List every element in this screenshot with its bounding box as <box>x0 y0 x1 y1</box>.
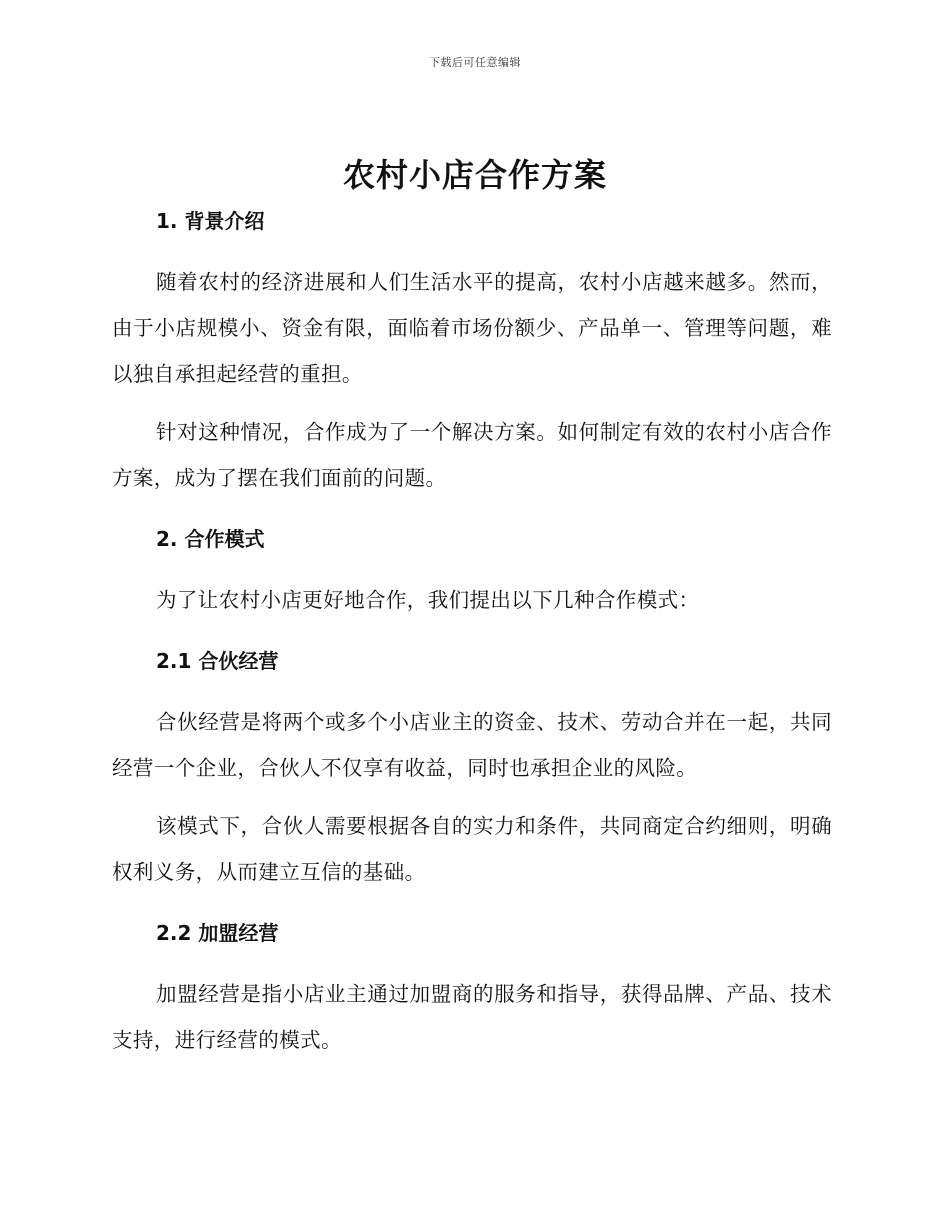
paragraph-background-1: 随着农村的经济进展和人们生活水平的提高，农村小店越来越多。然而，由于小店规模小、资金有限，面临着市场份额少、产品单一、管理等问题，难以独自承担起经营的重担。 <box>112 270 832 386</box>
document-title: 农村小店合作方案 <box>342 156 607 194</box>
section-heading-cooperation-modes: 2. 合作模式 <box>156 527 265 551</box>
paragraph-background-2: 针对这种情况，合作成为了一个解决方案。如何制定有效的农村小店合作方案，成为了摆在我们面前的问题。 <box>112 420 832 490</box>
section-heading-background: 1. 背景介绍 <box>156 209 265 233</box>
header-note: 下载后可任意编辑 <box>429 56 521 69</box>
document-body <box>112 203 832 1063</box>
paragraph-partnership-2: 该模式下，合伙人需要根据各自的实力和条件，共同商定合约细则，明确权利义务，从而建立互信的基础。 <box>112 814 832 884</box>
paragraph-franchise-1: 加盟经营是指小店业主通过加盟商的服务和指导，获得品牌、产品、技术支持，进行经营的模式。 <box>112 982 832 1052</box>
section-heading-partnership: 2.1 合伙经营 <box>156 649 279 673</box>
paragraph-partnership-1: 合伙经营是将两个或多个小店业主的资金、技术、劳动合并在一起，共同经营一个企业，合伙人不仅享有收益，同时也承担企业的风险。 <box>112 710 832 780</box>
paragraph-cooperation-intro: 为了让农村小店更好地合作，我们提出以下几种合作模式： <box>156 588 700 612</box>
section-heading-franchise: 2.2 加盟经营 <box>156 921 279 945</box>
